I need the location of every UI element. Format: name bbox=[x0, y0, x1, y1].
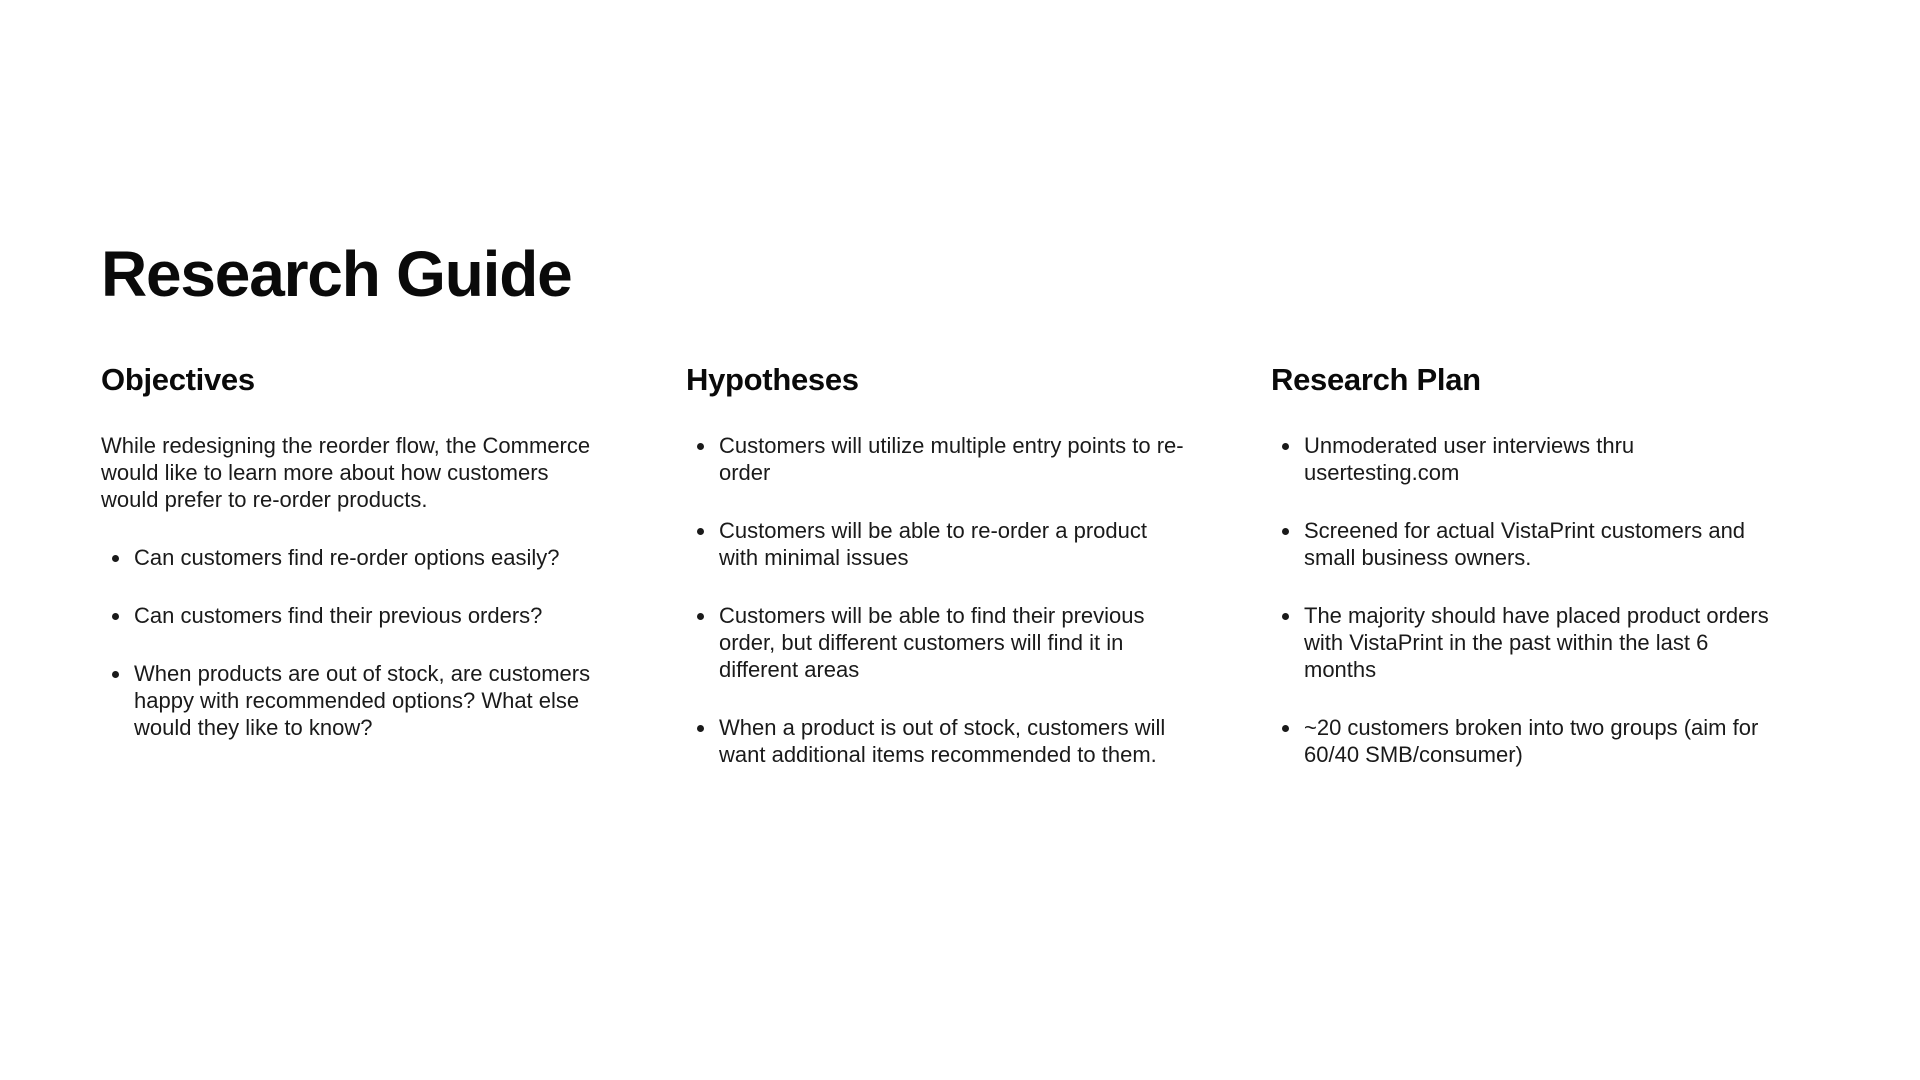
bullet-icon bbox=[1282, 443, 1289, 450]
list-item-text: Can customers find re-order options easily? bbox=[134, 545, 560, 570]
list-item-text: Unmoderated user interviews thru usertesting.com bbox=[1304, 433, 1635, 485]
list-item bbox=[1271, 714, 1779, 768]
list-item bbox=[686, 714, 1189, 768]
bullet-icon bbox=[112, 671, 119, 678]
hypotheses-list bbox=[686, 432, 1186, 768]
list-item-text: Customers will utilize multiple entry points to re-order bbox=[719, 433, 1184, 485]
list-item-text: Screened for actual VistaPrint customers and small business owners. bbox=[1304, 518, 1746, 570]
objectives-heading: Objectives bbox=[101, 362, 255, 397]
bullet-icon bbox=[112, 613, 119, 620]
research-plan-list bbox=[1271, 432, 1791, 768]
hypotheses-column bbox=[686, 360, 1186, 799]
bullet-icon bbox=[697, 528, 704, 535]
bullet-icon bbox=[1282, 613, 1289, 620]
bullet-icon bbox=[697, 443, 704, 450]
bullet-icon bbox=[1282, 725, 1289, 732]
list-item-text: Can customers find their previous orders? bbox=[134, 603, 543, 628]
list-item-text: ~20 customers broken into two groups (aim for 60/40 SMB/consumer) bbox=[1304, 715, 1759, 767]
list-item bbox=[686, 517, 1189, 571]
list-item bbox=[1271, 602, 1779, 683]
bullet-icon bbox=[697, 725, 704, 732]
research-plan-heading: Research Plan bbox=[1271, 362, 1481, 397]
list-item-text: When a product is out of stock, customers will want additional items recommended to them. bbox=[719, 715, 1166, 767]
list-item bbox=[1271, 517, 1779, 571]
bullet-icon bbox=[112, 555, 119, 562]
list-item bbox=[686, 432, 1189, 486]
objectives-column bbox=[101, 360, 601, 772]
list-item bbox=[101, 602, 604, 629]
list-item-text: Customers will be able to re-order a product with minimal issues bbox=[719, 518, 1147, 570]
bullet-icon bbox=[697, 613, 704, 620]
list-item bbox=[101, 660, 604, 741]
research-plan-column bbox=[1271, 360, 1791, 799]
objectives-list bbox=[101, 544, 601, 741]
list-item-text: The majority should have placed product orders with VistaPrint in the past within the last 6 months bbox=[1304, 603, 1769, 682]
hypotheses-heading: Hypotheses bbox=[686, 362, 859, 397]
list-item bbox=[101, 544, 604, 571]
objectives-intro: While redesigning the reorder flow, the Commerce would like to learn more about how customers would prefer to re-order products. bbox=[101, 433, 591, 512]
list-item-text: When products are out of stock, are customers happy with recommended options? What else would they like to know? bbox=[134, 661, 591, 740]
page-title: Research Guide bbox=[101, 238, 572, 310]
bullet-icon bbox=[1282, 528, 1289, 535]
list-item bbox=[1271, 432, 1779, 486]
list-item-text: Customers will be able to find their previous order, but different customers will find it in different areas bbox=[719, 603, 1145, 682]
list-item bbox=[686, 602, 1189, 683]
